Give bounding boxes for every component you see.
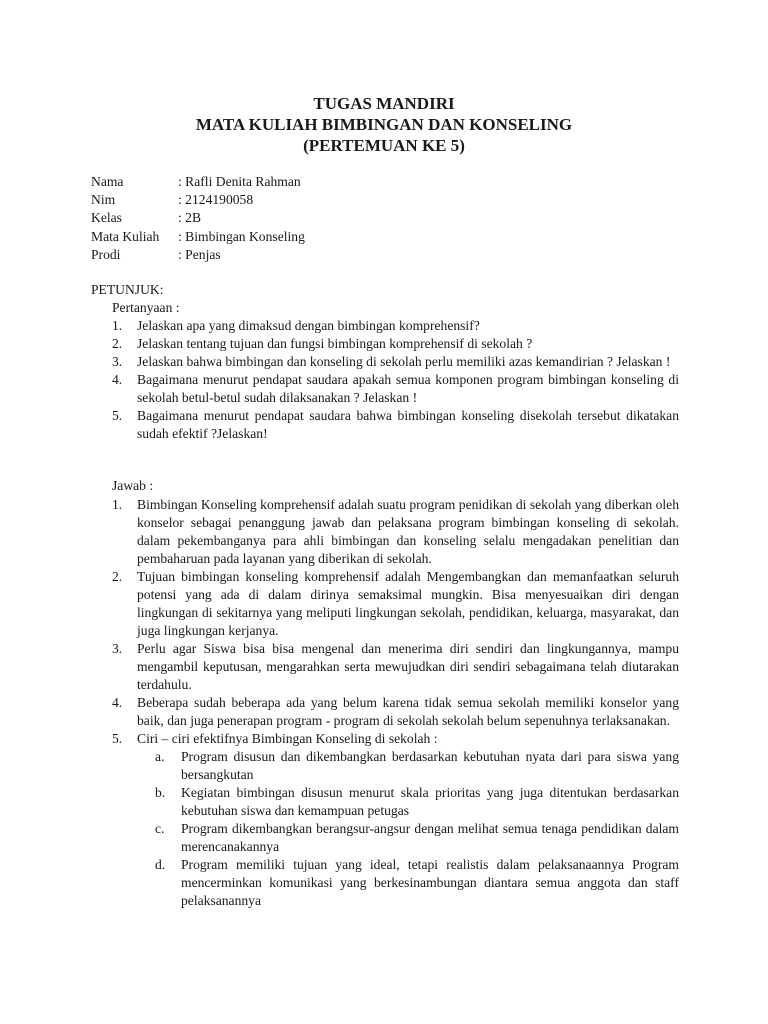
identity-value: : 2B <box>178 210 202 226</box>
sub-answer-list <box>155 748 679 910</box>
doc-title: TUGAS MANDIRI <box>313 94 455 113</box>
answer-item <box>112 496 679 568</box>
identity-row-nim <box>91 191 305 209</box>
identity-row-nama <box>91 173 305 191</box>
identity-value: : Penjas <box>178 246 221 262</box>
question-text: Bagaimana menurut pendapat saudara bahwa bimbingan konseling disekolah tersebut dikatakan sudah efektif ?Jelaskan! <box>137 408 679 441</box>
question-text: Bagaimana menurut pendapat saudara apakah semua komponen program bimbingan konseling di sekolah betul-betul sudah dilaksanakan ? Jelaskan ! <box>137 372 679 405</box>
question-item <box>112 371 679 407</box>
sub-answer-item <box>155 748 679 784</box>
identity-value: : Rafli Denita Rahman <box>178 174 301 189</box>
question-text: Jelaskan tentang tujuan dan fungsi bimbingan komprehensif di sekolah ? <box>137 336 533 351</box>
question-text: Jelaskan apa yang dimaksud dengan bimbingan komprehensif? <box>137 318 480 333</box>
sub-answer-item <box>155 784 679 820</box>
question-item <box>112 335 679 353</box>
identity-row-mata-kuliah <box>91 228 305 246</box>
identity-label: Prodi <box>91 246 121 262</box>
sub-answer-item <box>155 856 679 910</box>
answer-text: Perlu agar Siswa bisa bisa mengenal dan menerima diri sendiri dan lingkungannya, mampu mengambil keputusan, mengarahkan serta mewujudkan diri sendiri sebagaimana telah diutarakan terdahulu. <box>137 641 679 692</box>
sub-answer-text: Program dikembangkan berangsur-angsur dengan melihat semua tenaga pendidikan dalam merencanakannya <box>181 821 679 854</box>
identity-table <box>91 173 305 264</box>
sub-answer-text: Kegiatan bimbingan disusun menurut skala prioritas yang juga ditentukan berdasarkan kebutuhan siswa dan kemampuan petugas <box>181 785 679 818</box>
answer-text: Bimbingan Konseling komprehensif adalah suatu program penidikan di sekolah yang diberkan oleh konselor sebagai penanggung jawab dan pelaksana program bimbingan konseling di sekolah. dalam pekembanganya para ahli bimbingan dan konseling selalu mengadakan penelitian dan pembaharuan pada layanan yang diberikan di sekolah. <box>137 497 679 566</box>
identity-label: Mata Kuliah <box>91 228 160 244</box>
sub-answer-item <box>155 820 679 856</box>
item-letter: a. <box>155 749 165 764</box>
item-number: 5. <box>112 408 123 423</box>
answer-item <box>112 640 679 694</box>
item-number: 1. <box>112 497 123 512</box>
question-item <box>112 353 679 371</box>
question-text: Jelaskan bahwa bimbingan dan konseling di sekolah perlu memiliki azas kemandirian ? Jelaskan ! <box>137 354 671 369</box>
item-number: 3. <box>112 354 123 369</box>
item-number: 4. <box>112 372 123 387</box>
answer-text: Tujuan bimbingan konseling komprehensif adalah Mengembangkan dan memanfaatkan seluruh potensi yang ada di dalam dirinya semaksimal mungkin. Bisa menyesuaikan diri dengan lingkungan di sekitarnya yang meliputi lingkungan sekolah, pendidikan, keluarga, masyarakat, dan juga lingkungan kerjanya. <box>137 569 679 638</box>
answer-text: Ciri – ciri efektifnya Bimbingan Konseling di sekolah : <box>137 731 438 746</box>
item-number: 2. <box>112 336 123 351</box>
identity-value: : 2124190058 <box>178 192 254 208</box>
questions-label: Pertanyaan : <box>112 300 180 315</box>
identity-label: Nim <box>91 192 116 208</box>
item-letter: c. <box>155 821 165 836</box>
identity-label: Kelas <box>91 210 122 226</box>
answer-text: Beberapa sudah beberapa ada yang belum karena tidak semua sekolah memiliki konselor yang baik, dan juga penerapan program - program di sekolah sekolah belum sepenuhnya terlaksanakan. <box>137 695 679 728</box>
item-number: 1. <box>112 318 123 333</box>
answers-label: Jawab : <box>112 478 154 493</box>
answer-list <box>112 496 679 910</box>
sub-answer-text: Program memiliki tujuan yang ideal, tetapi realistis dalam pelaksanaannya Program mencerminkan komunikasi yang berkesinambungan diantara semua anggota dan staff pelaksanannya <box>181 857 679 908</box>
identity-row-prodi <box>91 246 305 264</box>
doc-session: (PERTEMUAN KE 5) <box>303 136 465 155</box>
item-number: 2. <box>112 569 123 584</box>
identity-value: : Bimbingan Konseling <box>178 228 305 244</box>
item-number: 5. <box>112 731 123 746</box>
question-item <box>112 317 679 335</box>
answer-item <box>112 730 679 748</box>
item-number: 4. <box>112 695 123 710</box>
identity-row-kelas <box>91 209 305 227</box>
question-list <box>112 317 679 443</box>
item-letter: d. <box>155 857 166 872</box>
doc-subtitle: MATA KULIAH BIMBINGAN DAN KONSELING <box>195 115 573 134</box>
item-letter: b. <box>155 785 166 800</box>
item-number: 3. <box>112 641 123 656</box>
answer-item <box>112 568 679 640</box>
identity-label: Nama <box>91 174 124 189</box>
question-item <box>112 407 679 443</box>
sub-answer-text: Program disusun dan dikembangkan berdasarkan kebutuhan nyata dari para siswa yang bersangkutan <box>181 749 679 782</box>
answer-item <box>112 694 679 730</box>
instructions-heading: PETUNJUK: <box>91 282 164 297</box>
